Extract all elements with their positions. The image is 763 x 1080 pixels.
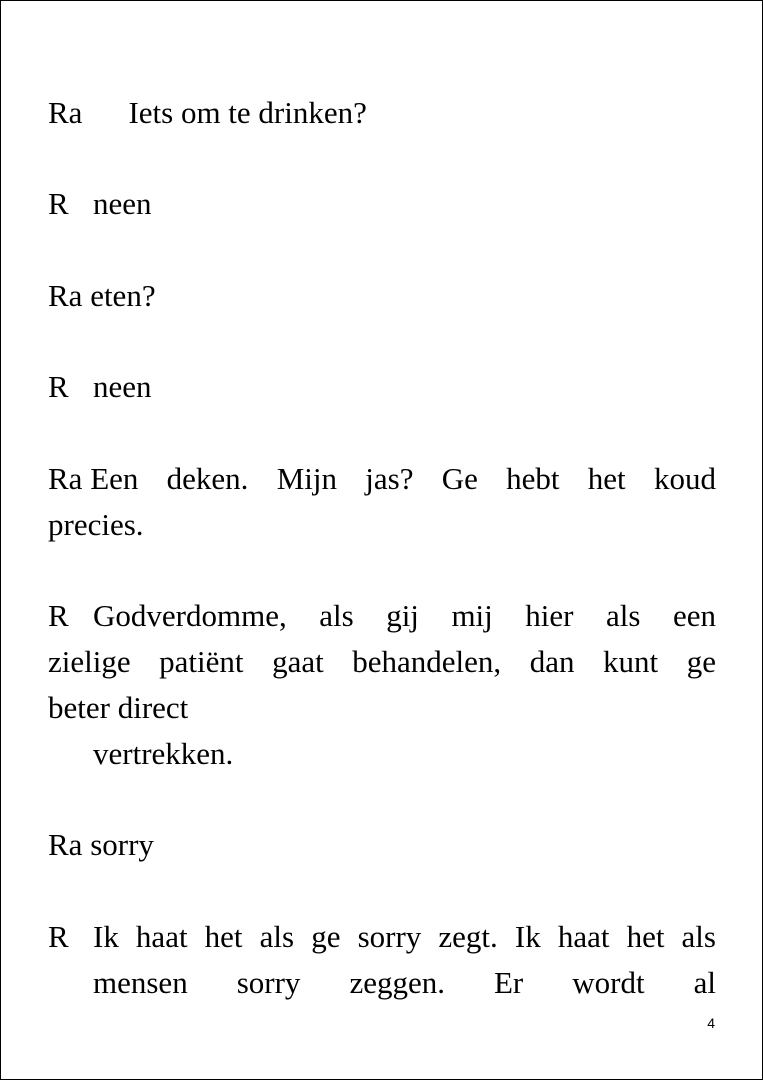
dialogue-line (48, 914, 716, 960)
word: Een (90, 461, 139, 496)
dialogue-line (48, 181, 152, 227)
speaker: R (48, 919, 69, 954)
dialogue-line (48, 456, 716, 502)
dialogue-continuation (48, 639, 716, 685)
word: koud (653, 461, 716, 496)
word: patiënt (159, 644, 244, 679)
speaker: Ra (48, 278, 83, 313)
word: het (587, 461, 626, 496)
word: mensen (93, 965, 188, 1000)
dialogue-continuation: vertrekken. (93, 736, 234, 771)
word: zielige (48, 644, 131, 679)
dialogue-text: eten? (90, 278, 156, 313)
dialogue-continuation (93, 960, 716, 1006)
speaker: R (48, 186, 69, 221)
word: sorry (236, 965, 301, 1000)
word: jas? (365, 461, 414, 496)
dialogue-line (48, 273, 156, 319)
word: Mijn (276, 461, 337, 496)
word: Er (494, 965, 524, 1000)
dialogue-text: neen (93, 369, 152, 404)
word: als (319, 598, 354, 633)
word: al (693, 965, 716, 1000)
word: dan (529, 644, 575, 679)
speaker: Ra (48, 461, 83, 496)
speaker: Ra (48, 827, 83, 862)
dialogue-continuation: beter direct (48, 690, 189, 725)
speaker: R (48, 369, 69, 404)
speaker: R (48, 598, 69, 633)
word: ge (686, 644, 716, 679)
dialogue-line (48, 822, 154, 868)
word: als (606, 598, 641, 633)
dialogue-text: Ik haat het als ge sorry zegt. Ik haat het als (93, 919, 716, 954)
word: gaat (272, 644, 324, 679)
dialogue-continuation: precies. (48, 507, 144, 542)
speaker: Ra (48, 95, 83, 130)
word: een (672, 598, 716, 633)
word: Ge (441, 461, 478, 496)
word: behandelen, (352, 644, 502, 679)
dialogue-text: sorry (90, 827, 154, 862)
page-number: 4 (707, 1015, 715, 1031)
word: zeggen. (349, 965, 445, 1000)
word: kunt (603, 644, 659, 679)
dialogue-line (48, 593, 716, 639)
dialogue-line (48, 90, 367, 136)
dialogue-text: neen (93, 186, 152, 221)
word: hebt (506, 461, 560, 496)
word: wordt (572, 965, 645, 1000)
dialogue-line (48, 364, 152, 410)
word: gij (386, 598, 419, 633)
word: Godverdomme, (93, 598, 287, 633)
word: mij (451, 598, 493, 633)
word: deken. (166, 461, 249, 496)
word: hier (525, 598, 574, 633)
dialogue-text: Iets om te drinken? (128, 95, 367, 130)
